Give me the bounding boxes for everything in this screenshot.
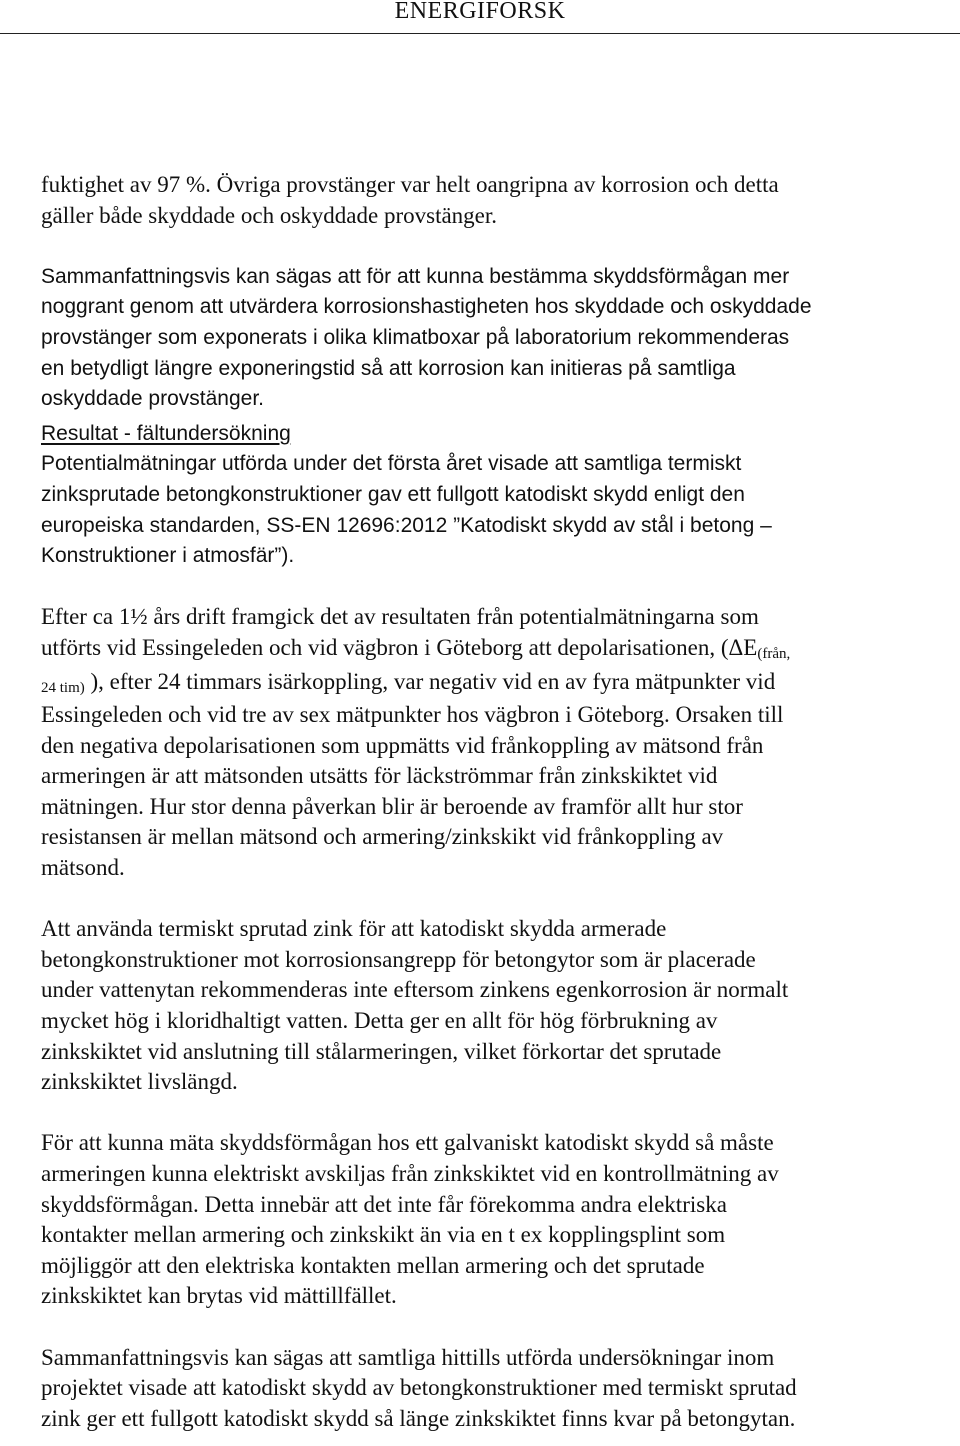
paragraph-4 bbox=[41, 602, 941, 883]
paragraph-7 bbox=[41, 1343, 941, 1435]
text-line: mätningen. Hur stor denna påverkan blir är beroende av framför allt hur stor bbox=[41, 793, 743, 819]
text-line: Sammanfattningsvis kan sägas att samtliga hittills utförda undersökningar inom bbox=[41, 1344, 775, 1370]
text-line: under vattenytan rekommenderas inte eftersom zinkens egenkorrosion är normalt bbox=[41, 977, 789, 1003]
section-heading: Resultat - fältundersökning bbox=[41, 421, 291, 445]
text-line: fuktighet av 97 %. Övriga provstänger var helt oangripna av korrosion och detta bbox=[41, 172, 779, 197]
text-line: mätsond. bbox=[41, 855, 125, 881]
text-line: zinkskiktet livslängd. bbox=[41, 1069, 238, 1095]
text-line: zinkskiktet kan brytas vid mättillfället. bbox=[41, 1283, 397, 1309]
document-body bbox=[41, 170, 941, 1434]
header-title: ENERGIFORSK bbox=[394, 0, 566, 24]
text-line: resistansen är mellan mätsond och armering/zinkskikt vid frånkoppling av bbox=[41, 824, 724, 850]
text-line: armeringen kunna elektriskt avskiljas från zinkskiktet vid en kontrollmätning av bbox=[41, 1161, 779, 1186]
text-fragment: ), efter 24 timmars isärkoppling, var negativ vid en av fyra mätpunkter vid bbox=[84, 668, 776, 694]
text-line: en betydligt längre exponeringstid så att korrosion kan initieras på samtliga bbox=[41, 356, 736, 380]
text-line: skyddsförmågan. Detta innebär att det inte får förekomma andra elektriska bbox=[41, 1191, 727, 1217]
paragraph-3 bbox=[41, 449, 941, 571]
section-heading-block bbox=[41, 419, 941, 450]
text-line: gäller både skyddade och oskyddade provstänger. bbox=[41, 202, 498, 228]
text-line: oskyddade provstänger. bbox=[41, 387, 264, 411]
text-line: zink ger ett fullgott katodiskt skydd så länge zinkskiktet finns kvar på betongytan. bbox=[41, 1405, 796, 1431]
text-line: Sammanfattningsvis kan sägas att för att kunna bestämma skyddsförmågan mer bbox=[41, 264, 790, 288]
text-line: Att använda termiskt sprutad zink för att katodiskt skydda armerade bbox=[41, 916, 667, 942]
delta-symbol: ΔE bbox=[728, 634, 758, 660]
subscript: 24 tim) bbox=[41, 679, 85, 696]
text-line: mycket hög i kloridhaltigt vatten. Detta ger en allt för hög förbrukning av bbox=[41, 1008, 718, 1034]
text-line: betongkonstruktioner mot korrosionsangrepp för betongytor som är placerade bbox=[41, 946, 756, 972]
text-line bbox=[41, 667, 941, 701]
text-line: provstänger som exponerats i olika klimatboxar på laboratorium rekommenderas bbox=[41, 325, 790, 349]
paragraph-5 bbox=[41, 914, 941, 1098]
text-fragment: utförts vid Essingeleden och vid vägbron i Göteborg att depolarisationen, ( bbox=[41, 634, 729, 660]
text-line: armeringen är att mätsonden utsätts för läckströmmar från zinkskiktet vid bbox=[41, 763, 718, 789]
text-line: zinksprutade betongkonstruktioner gav ett fullgott katodiskt skydd enligt den bbox=[41, 482, 745, 506]
text-line: Efter ca 1½ års drift framgick det av resultaten från potentialmätningarna som bbox=[41, 604, 759, 630]
text-line bbox=[41, 633, 941, 667]
text-line: noggrant genom att utvärdera korrosionshastigheten hos skyddade och oskyddade bbox=[41, 295, 812, 319]
paragraph-2 bbox=[41, 262, 941, 415]
page-header bbox=[0, 0, 960, 34]
text-line: Konstruktioner i atmosfär”). bbox=[41, 544, 295, 568]
text-line: europeiska standarden, SS-EN 12696:2012 ”Katodiskt skydd av stål i betong – bbox=[41, 513, 772, 537]
paragraph-6 bbox=[41, 1128, 941, 1312]
text-line: För att kunna mäta skyddsförmågan hos ett galvaniskt katodiskt skydd så måste bbox=[41, 1130, 774, 1156]
text-line: zinkskiktet vid anslutning till stålarmeringen, vilket förkortar det sprutade bbox=[41, 1038, 722, 1064]
subscript: (från, bbox=[757, 645, 791, 662]
paragraph-1 bbox=[41, 170, 941, 231]
text-line: Essingeleden och vid tre av sex mätpunkter hos vägbron i Göteborg. Orsaken till bbox=[41, 702, 784, 728]
text-line: möjliggör att den elektriska kontakten mellan armering och det sprutade bbox=[41, 1252, 705, 1278]
text-line: kontakter mellan armering och zinkskikt än via en t ex kopplingsplint som bbox=[41, 1222, 726, 1248]
text-line: den negativa depolarisationen som uppmätts vid frånkoppling av mätsond från bbox=[41, 732, 764, 758]
text-line: Potentialmätningar utförda under det första året visade att samtliga termiskt bbox=[41, 452, 742, 476]
text-line: projektet visade att katodiskt skydd av betongkonstruktioner med termiskt sprutad bbox=[41, 1375, 797, 1401]
